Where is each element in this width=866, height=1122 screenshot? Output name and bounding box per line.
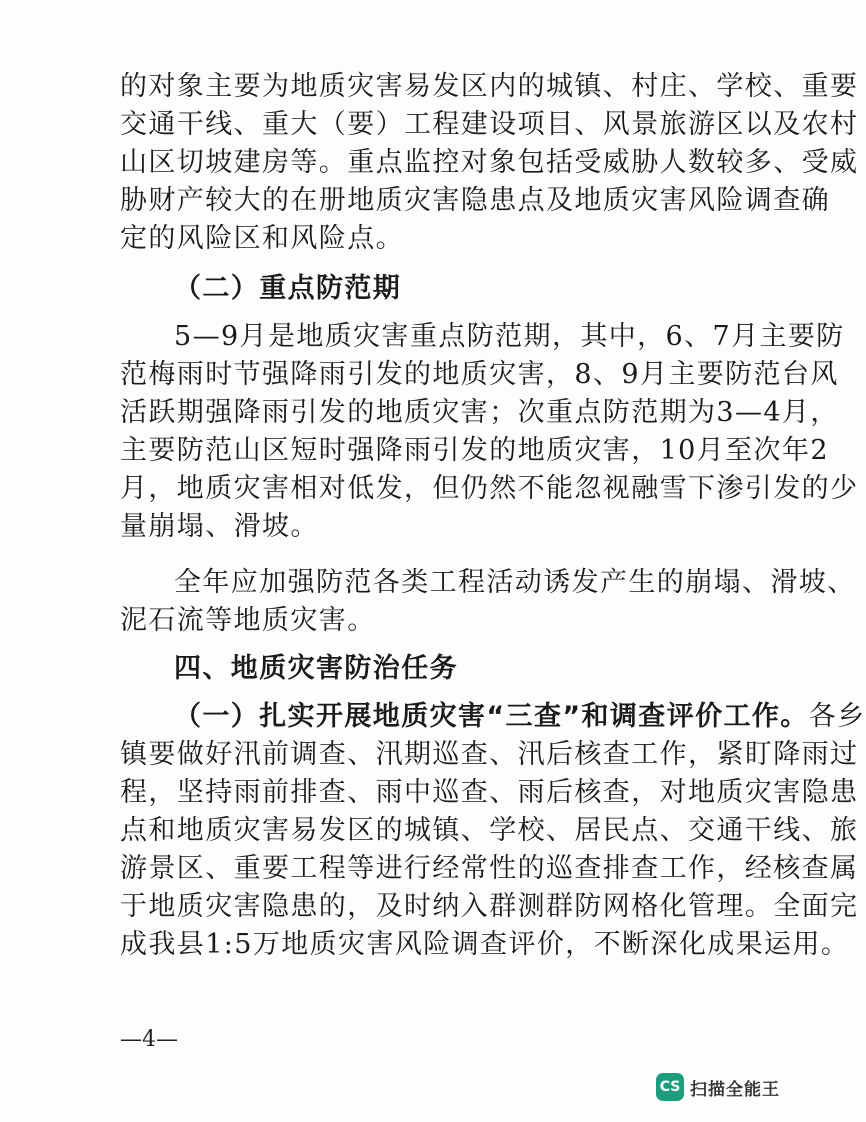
paragraph-line: 定的风险区和风险点。 [120,223,404,254]
paragraph-line: 活跃期强降雨引发的地质灾害；次重点防范期为3—4月， [120,397,839,428]
paragraph-line: 5—9月是地质灾害重点防范期，其中，6、7月主要防 [174,321,845,352]
paragraph-line: 于地质灾害隐患的，及时纳入群测群防网格化管理。全面完 [120,891,859,922]
camscanner-logo-icon: CS [656,1073,684,1101]
task-first-line [174,698,866,736]
scanner-watermark [656,1072,780,1102]
paragraph-line: 月，地质灾害相对低发，但仍然不能忽视融雪下渗引发的少 [120,473,859,504]
paragraph-line: 镇要做好汛前调查、汛期巡查、汛后核查工作，紧盯降雨过 [120,739,859,770]
paragraph-line: 的对象主要为地质灾害易发区内的城镇、村庄、学校、重要 [120,71,859,102]
section-heading-key-period: （二）重点防范期 [174,273,402,304]
paragraph-line: 范梅雨时节强降雨引发的地质灾害，8、9月主要防范台风 [120,359,839,390]
task-first-rest: 各乡 [808,701,866,732]
paragraph-line: 山区切坡建房等。重点监控对象包括受威胁人数较多、受威 [120,147,859,178]
section-heading-tasks: 四、地质灾害防治任务 [174,653,458,684]
task-title: （一）扎实开展地质灾害“三查”和调查评价工作。 [174,701,809,732]
paragraph-line: 程，坚持雨前排查、雨中巡查、雨后核查，对地质灾害隐患 [120,777,859,808]
paragraph-line: 量崩塌、滑坡。 [120,511,319,542]
paragraph-line: 成我县1:5万地质灾害风险调查评价，不断深化成果运用。 [120,929,850,960]
paragraph-line: 主要防范山区短时强降雨引发的地质灾害，10月至次年2 [120,435,829,466]
paragraph-line: 全年应加强防范各类工程活动诱发产生的崩塌、滑坡、 [174,567,856,598]
paragraph-line: 胁财产较大的在册地质灾害隐患点及地质灾害风险调查确 [120,185,830,216]
scanner-app-name: 扫描全能王 [690,1079,780,1100]
paragraph-line: 点和地质灾害易发区的城镇、学校、居民点、交通干线、旅 [120,815,859,846]
paragraph-line: 游景区、重要工程等进行经常性的巡查排查工作，经核查属 [120,853,859,884]
paragraph-line: 泥石流等地质灾害。 [120,605,376,636]
paragraph-line: 交通干线、重大（要）工程建设项目、风景旅游区以及农村 [120,109,859,140]
page-number: —4— [120,1027,178,1052]
